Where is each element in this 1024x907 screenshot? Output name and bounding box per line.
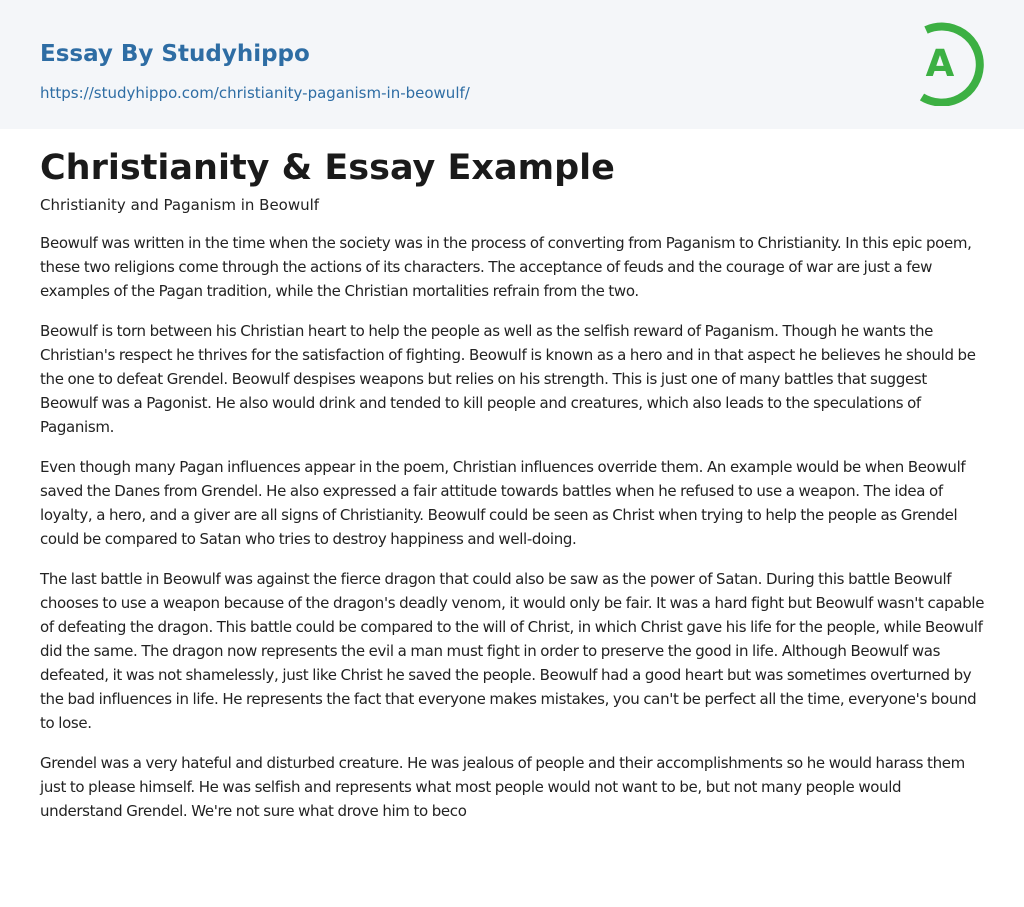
site-header [0, 0, 1024, 129]
article-paragraph: Grendel was a very hateful and disturbed creature. He was jealous of people and their accomplishments so he would harass them just to please himself. He was selfish and represents what most people would not want to be, but not many people would understand Grendel. We're not sure what drove him to beco [40, 754, 965, 820]
article-paragraph: Beowulf was written in the time when the society was in the process of converting from Paganism to Christianity. In this epic poem, these two religions come through the actions of its characters. The acceptance of feuds and the courage of war are just a few examples of the Pagan tradition, while the Christian mortalities refrain from the two. [40, 234, 972, 300]
logo-letter: A [925, 42, 955, 85]
article-paragraph: Beowulf is torn between his Christian heart to help the people as well as the selfish reward of Paganism. Though he wants the Christian's respect he thrives for the satisfaction of fighting. Beowulf is known as a hero and in that aspect he believes he should be the one to defeat Grendel. Beowulf despises weapons but relies on his strength. This is just one of many battles that suggest Beowulf was a Pagonist. He also would drink and tended to kill people and creatures, which also leads to the speculations of Paganism. [40, 322, 976, 436]
article-paragraph: The last battle in Beowulf was against the fierce dragon that could also be saw as the power of Satan. During this battle Beowulf chooses to use a weapon because of the dragon's deadly venom, it would only be fair. It was a hard fight but Beowulf wasn't capable of defeating the dragon. This battle could be compared to the will of Christ, in which Christ gave his life for the people, while Beowulf did the same. The dragon now represents the evil a man must fight in order to preserve the good in life. Although Beowulf was defeated, it was not shamelessly, just like Christ he saved the people. Beowulf had a good heart but was sometimes overturned by the bad influences in life. He represents the fact that everyone makes mistakes, you can't be perfect all the time, everyone's bound to lose. [40, 570, 985, 732]
article-content [40, 144, 986, 839]
page-url-link[interactable]: https://studyhippo.com/christianity-paganism-in-beowulf/ [40, 84, 470, 102]
article-subtitle: Christianity and Paganism in Beowulf [40, 196, 320, 214]
article-paragraph: Even though many Pagan influences appear in the poem, Christian influences override them. An example would be when Beowulf saved the Danes from Grendel. He also expressed a fair attitude towards battles when he refused to use a weapon. The idea of loyalty, a hero, and a giver are all signs of Christianity. Beowulf could be seen as Christ when trying to help the people as Grendel could be compared to Satan who tries to destroy happiness and well-doing. [40, 458, 966, 548]
page-title: Christianity & Essay Example [40, 148, 615, 188]
studyhippo-logo-icon[interactable] [910, 18, 988, 106]
site-brand[interactable]: Essay By Studyhippo [40, 41, 310, 67]
